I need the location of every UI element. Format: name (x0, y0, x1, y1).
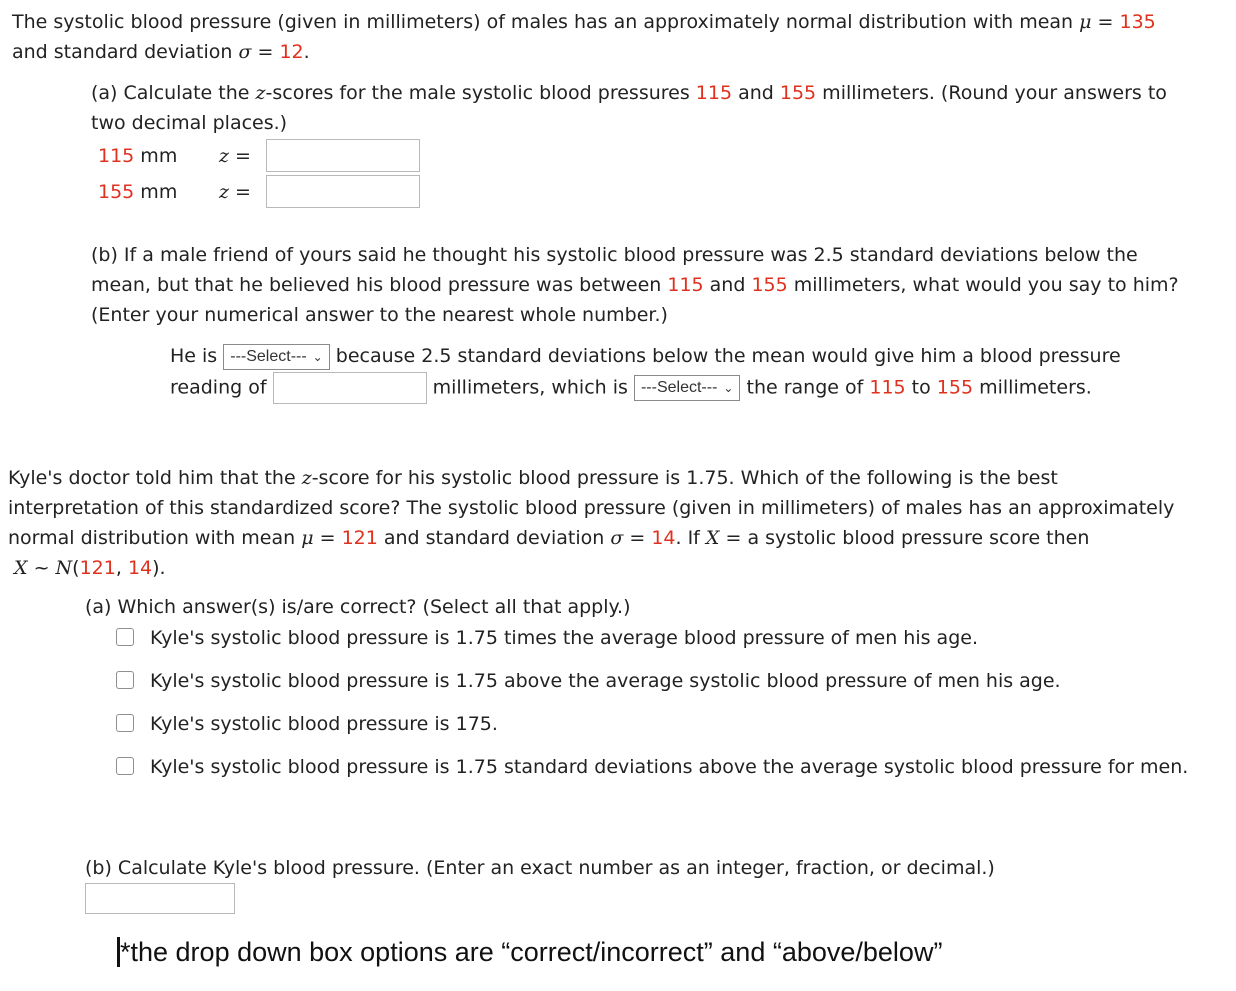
part-b-answer-line2: reading of millimeters, which is ---Select--- ⌄ the range of 115 to 155 millimeters. (170, 372, 1092, 404)
z-score-115-input[interactable] (266, 139, 420, 172)
part-b-answer-line1: He is ---Select--- ⌄ because 2.5 standard deviations below the mean would give him a blood pressure (170, 341, 1121, 371)
correct-incorrect-select[interactable]: ---Select--- ⌄ (223, 344, 330, 370)
sd-value: 12 (279, 41, 304, 63)
part-b-prompt-line2: mean, but that he believed his blood pressure was between 115 and 155 millimeters, what would you say to him? (91, 274, 1179, 296)
problem2-line2: interpretation of this standardized score? The systolic blood pressure (given in millimeters) of males has an approximately (8, 497, 1175, 519)
part-b-prompt-line1: (b) If a male friend of yours said he thought his systolic blood pressure was 2.5 standard deviations below the (91, 244, 1138, 266)
option-3-label[interactable]: Kyle's systolic blood pressure is 175. (150, 713, 498, 735)
problem1-intro-line1: The systolic blood pressure (given in millimeters) of males has an approximately normal distribution with mean μ = 135 (12, 11, 1156, 33)
sigma-symbol: σ (238, 41, 252, 63)
problem1-intro-line2: and standard deviation σ = 12. (12, 41, 310, 63)
option-3-checkbox[interactable] (116, 714, 134, 732)
z-row-155-eq: z = (219, 181, 251, 203)
option-2-label[interactable]: Kyle's systolic blood pressure is 1.75 above the average systolic blood pressure of men his age. (150, 670, 1061, 692)
mu-symbol: μ (1079, 11, 1092, 33)
option-2-checkbox[interactable] (116, 671, 134, 689)
option-4-label[interactable]: Kyle's systolic blood pressure is 1.75 standard deviations above the average systolic blood pressure for men. (150, 756, 1189, 778)
part-a-prompt-line1: (a) Calculate the z-scores for the male systolic blood pressures 115 and 155 millimeters. (Round your answers to (91, 82, 1167, 104)
part-b-prompt-line3: (Enter your numerical answer to the nearest whole number.) (91, 304, 668, 326)
chevron-down-icon: ⌄ (312, 349, 323, 364)
mean-value: 135 (1119, 11, 1156, 33)
problem2-line3: normal distribution with mean μ = 121 and standard deviation σ = 14. If X = a systolic blood pressure score then (8, 527, 1090, 549)
option-4-checkbox[interactable] (116, 757, 134, 775)
chevron-down-icon: ⌄ (723, 381, 734, 395)
above-below-select[interactable]: ---Select--- ⌄ (634, 375, 741, 401)
dropdown-note: *the drop down box options are “correct/incorrect” and “above/below” (117, 934, 942, 970)
z-row-155-label: 155 mm (98, 181, 178, 203)
problem2-line1: Kyle's doctor told him that the z-score for his systolic blood pressure is 1.75. Which of the following is the best (8, 467, 1058, 489)
option-1-checkbox[interactable] (116, 628, 134, 646)
problem2-distribution: X ~ N(121, 14). (14, 557, 166, 579)
z-score-155-input[interactable] (266, 175, 420, 208)
part-a-prompt-line2: two decimal places.) (91, 112, 288, 134)
problem2-part-a-question: (a) Which answer(s) is/are correct? (Select all that apply.) (85, 596, 631, 618)
option-1-label[interactable]: Kyle's systolic blood pressure is 1.75 times the average blood pressure of men his age. (150, 627, 978, 649)
blood-pressure-input[interactable] (85, 883, 235, 914)
z-row-115-eq: z = (219, 145, 251, 167)
problem2-part-b-question: (b) Calculate Kyle's blood pressure. (Enter an exact number as an integer, fraction, or decimal.) (85, 857, 995, 879)
reading-input[interactable] (273, 372, 427, 404)
z-row-115-label: 115 mm (98, 145, 178, 167)
